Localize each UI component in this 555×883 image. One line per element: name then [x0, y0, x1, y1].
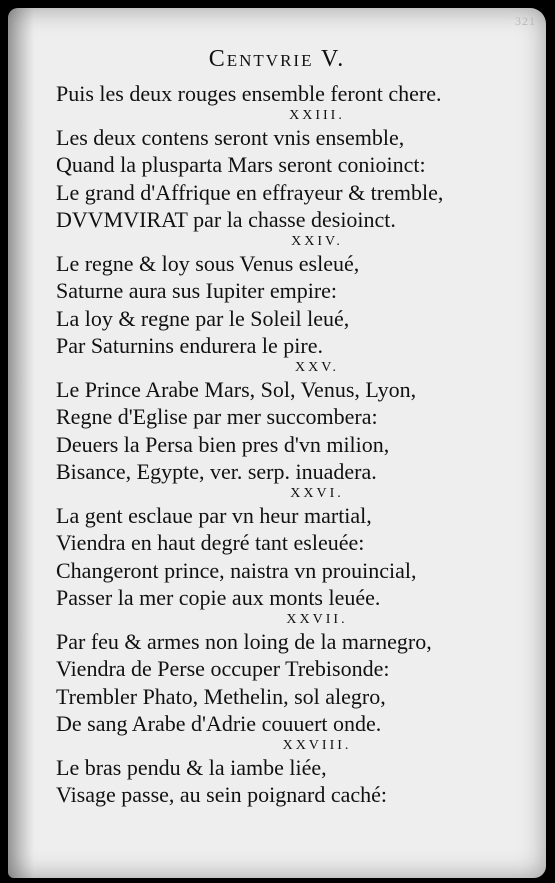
quatrain-number: XXVI. [290, 485, 344, 501]
page-header: Centvrie V. [208, 46, 346, 72]
verse-line: Passer la mer copie aux monts leuée. [56, 585, 381, 610]
verse-line: Par feu & armes non loing de la marnegro, [56, 628, 432, 654]
verse-line: Saturne aura sus Iupiter empire: [56, 278, 338, 303]
verse-line: Viendra en haut degré tant esleuée: [56, 530, 365, 555]
verse-line: Le regne & loy sous Venus esleué, [56, 250, 360, 276]
verse-line: De sang Arabe d'Adrie couuert onde. [56, 711, 382, 736]
verse-line: Les deux contens seront vnis ensemble, [56, 124, 405, 150]
verse-line: Puis les deux rouges ensemble feront chere. [56, 81, 442, 106]
verse-line: Trembler Phato, Methelin, sol alegro, [56, 683, 386, 709]
verse-line: Viendra de Perse occuper Trebisonde: [56, 656, 390, 681]
page-number: 321 [515, 14, 536, 28]
page-gutter-shadow [8, 8, 34, 878]
verse-line: Deuers la Persa bien pres d'vn milion, [56, 431, 390, 457]
text-block [56, 80, 526, 809]
verse-line: Le grand d'Affrique en effrayeur & tremble, [56, 179, 444, 205]
verse-line: DVVMVIRAT par la chasse desioinct. [56, 207, 396, 232]
verse-line: Visage passe, au sein poignard caché: [56, 782, 387, 807]
quatrain-number: XXVII. [286, 611, 348, 627]
quatrain-number: XXIII. [289, 107, 345, 123]
quatrain-number: XXV. [294, 359, 340, 375]
verse-line: Bisance, Egypte, ver. serp. inuadera. [56, 459, 377, 484]
verse-line: Regne d'Eglise par mer succombera: [56, 404, 378, 429]
quatrain-number: XXVIII. [282, 737, 352, 753]
verse-line: Quand la plusparta Mars seront conioinct: [56, 152, 426, 177]
verse-line: Le Prince Arabe Mars, Sol, Venus, Lyon, [56, 376, 417, 402]
verse-line: Par Saturnins endurera le pire. [56, 333, 323, 358]
verse-line: Changeront prince, naistra vn prouincial, [56, 557, 417, 583]
quatrain-number: XXIV. [291, 233, 343, 249]
verse-line: La loy & regne par le Soleil leué, [56, 305, 350, 331]
book-page [8, 8, 546, 878]
verse-line: La gent esclaue par vn heur martial, [56, 502, 372, 528]
verse-line: Le bras pendu & la iambe liée, [56, 754, 327, 780]
